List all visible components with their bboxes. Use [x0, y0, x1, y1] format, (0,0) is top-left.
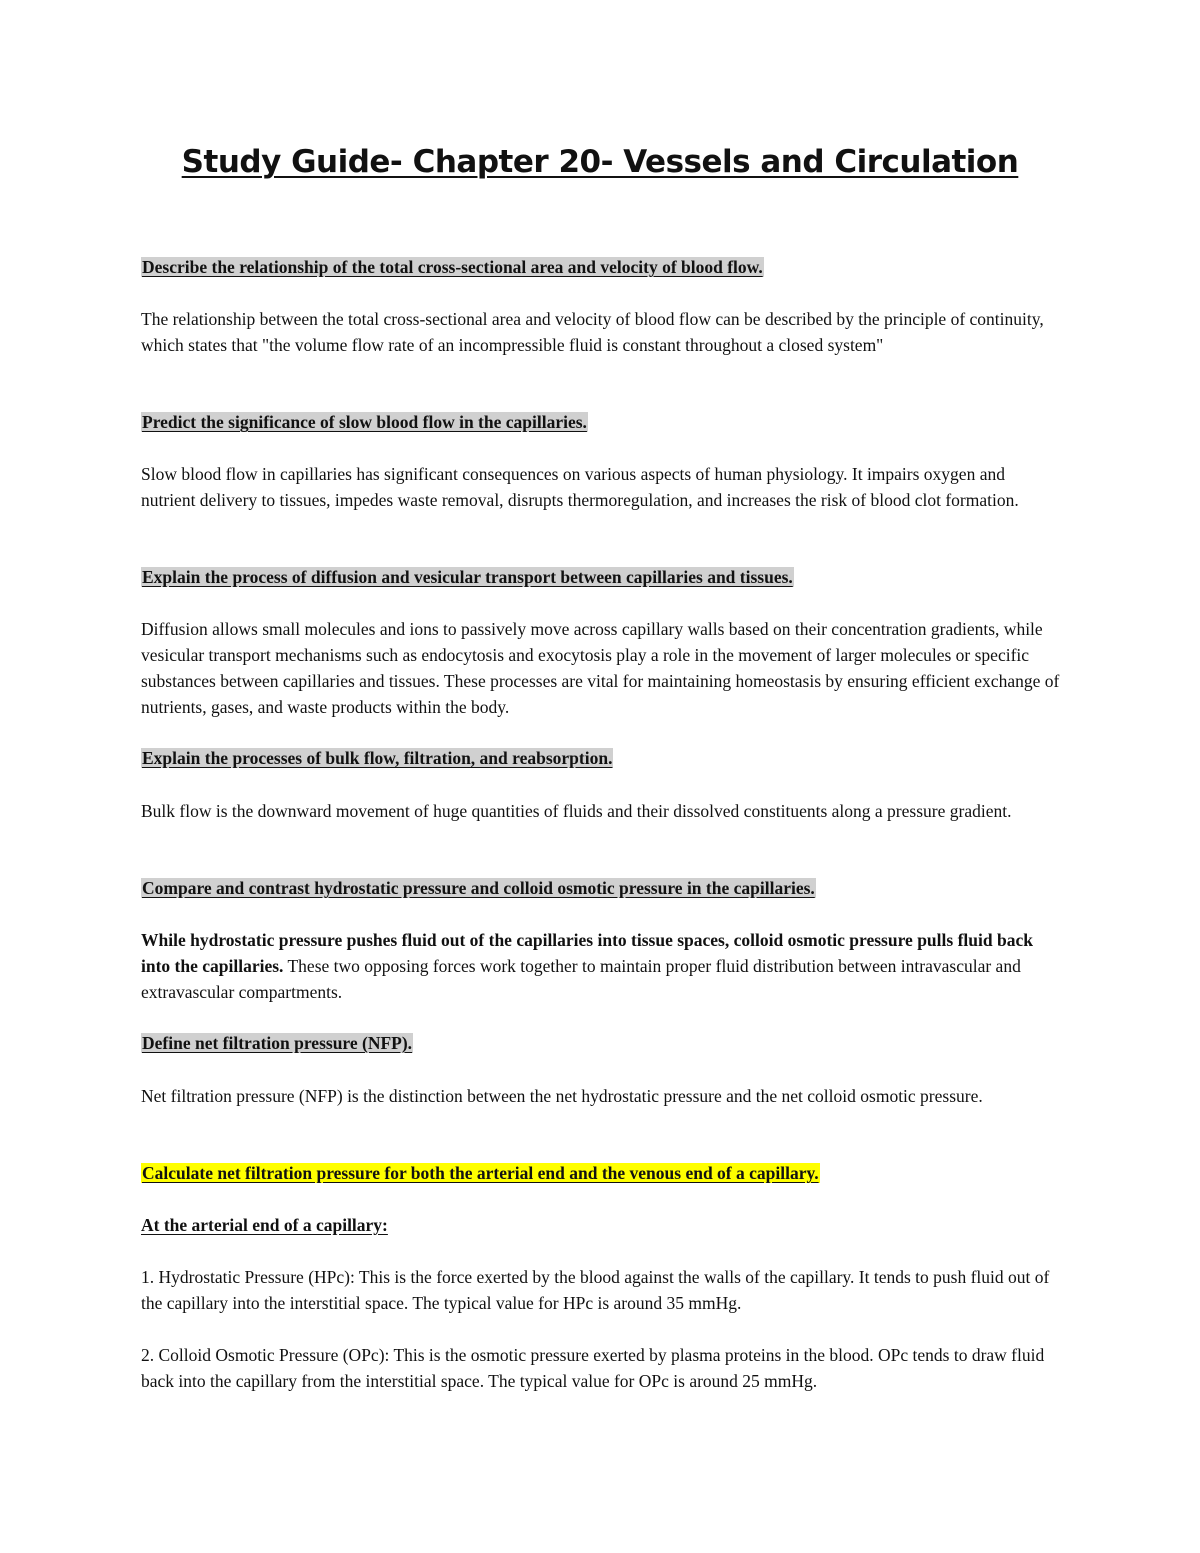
section-heading-bulk-flow: [141, 746, 613, 770]
list-item-hydrostatic-pressure: 1. Hydrostatic Pressure (HPc): This is the force exerted by the blood against the walls of the capillary. It tends to push fluid out of the capillary into the interstitial space. The typical value for HPc is around 35 mmHg.: [141, 1267, 1050, 1313]
section-heading-cross-sectional-area: [141, 255, 764, 279]
heading-text: Explain the process of diffusion and vesicular transport between capillaries and tissues.: [142, 567, 793, 587]
subheading-arterial-end: At the arterial end of a capillary:: [141, 1215, 388, 1235]
section-heading-calculate-nfp: [141, 1161, 820, 1185]
section-body-hydrostatic-vs-colloid: [141, 927, 1061, 1005]
heading-text: Define net filtration pressure (NFP).: [142, 1033, 413, 1053]
heading-text: Compare and contrast hydrostatic pressure and colloid osmotic pressure in the capillaries.: [142, 878, 815, 898]
section-body-bulk-flow: Bulk flow is the downward movement of huge quantities of fluids and their dissolved constituents along a pressure gradient.: [141, 801, 1012, 821]
section-body-diffusion: Diffusion allows small molecules and ions to passively move across capillary walls based on their concentration gradients, while vesicular transport mechanisms such as endocytosis and exocytosis play a role in the movement of larger molecules or specific substances between capillaries and tissues. These processes are vital for maintaining homeostasis by ensuring efficient exchange of nutrients, gases, and waste products within the body.: [141, 619, 1060, 717]
section-heading-nfp-definition: [141, 1031, 413, 1055]
section-heading-diffusion: [141, 565, 794, 589]
page-title: Study Guide- Chapter 20- Vessels and Circulation: [181, 144, 1019, 180]
heading-text: Explain the processes of bulk flow, filtration, and reabsorption.: [142, 748, 613, 768]
list-item-colloid-osmotic-pressure: 2. Colloid Osmotic Pressure (OPc): This is the osmotic pressure exerted by plasma proteins in the blood. OPc tends to draw fluid back into the capillary from the interstitial space. The typical value for OPc is around 25 mmHg.: [141, 1345, 1045, 1391]
body-text: These two opposing forces work together to maintain proper fluid distribution between intravascular and extravascular compartments.: [141, 956, 1021, 1002]
heading-text: Calculate net filtration pressure for both the arterial end and the venous end of a capillary.: [142, 1163, 819, 1183]
heading-text: Predict the significance of slow blood flow in the capillaries.: [142, 412, 587, 432]
section-heading-slow-blood-flow: [141, 410, 588, 434]
heading-text: Describe the relationship of the total cross-sectional area and velocity of blood flow.: [142, 257, 763, 277]
section-body-nfp-definition: Net filtration pressure (NFP) is the distinction between the net hydrostatic pressure and the net colloid osmotic pressure.: [141, 1086, 983, 1106]
section-heading-hydrostatic-vs-colloid: [141, 876, 816, 900]
section-body-cross-sectional-area: The relationship between the total cross-sectional area and velocity of blood flow can be described by the principle of continuity, which states that "the volume flow rate of an incompressible fluid is constant throughout a closed system": [141, 309, 1044, 355]
section-body-slow-blood-flow: Slow blood flow in capillaries has significant consequences on various aspects of human physiology. It impairs oxygen and nutrient delivery to tissues, impedes waste removal, disrupts thermoregulation, and increases the risk of blood clot formation.: [141, 464, 1019, 510]
bold-summary: While hydrostatic pressure pushes fluid out of the capillaries into tissue spaces, colloid osmotic pressure pulls fluid back into the capillaries.: [141, 930, 1033, 976]
